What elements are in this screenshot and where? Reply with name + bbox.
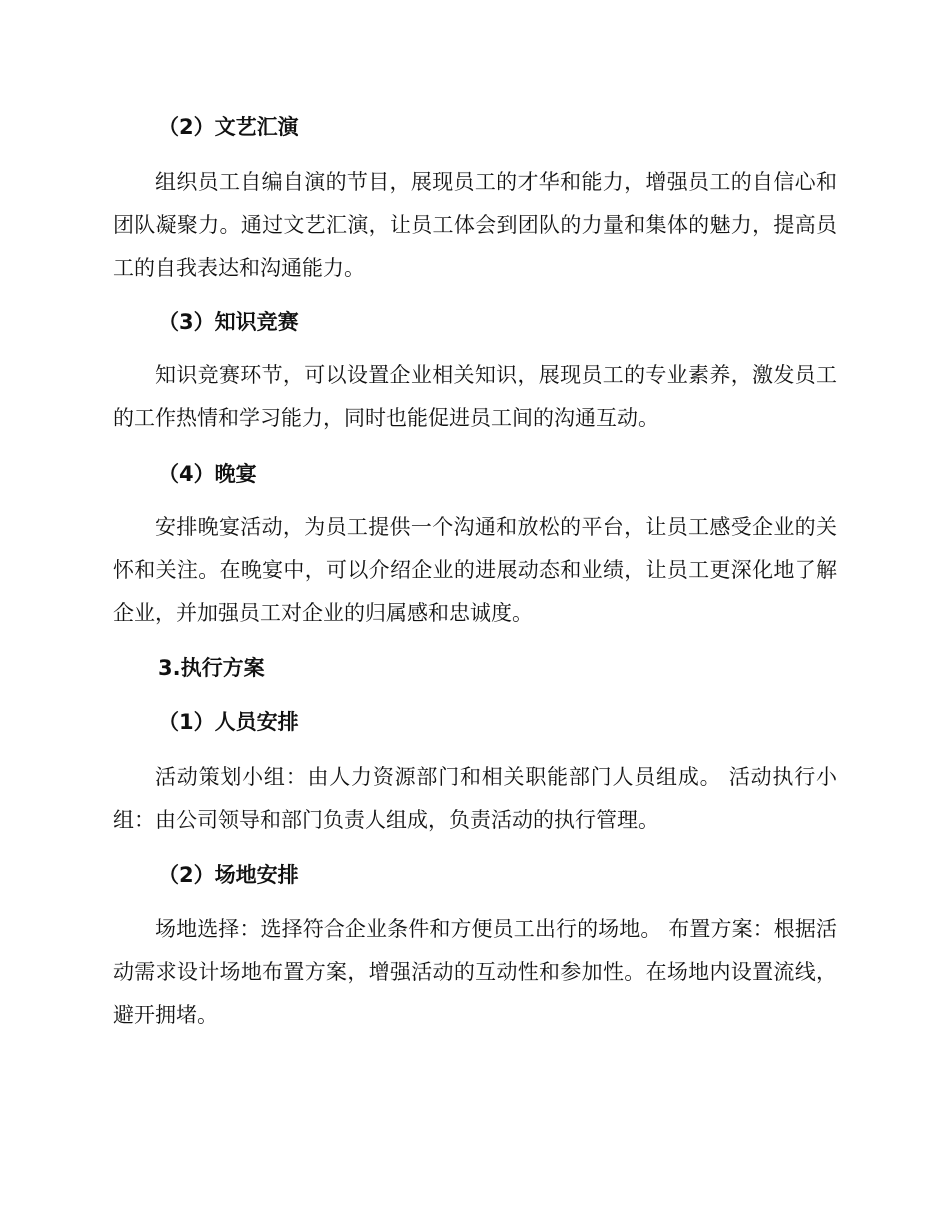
paragraph-venue: 场地选择：选择符合企业条件和方便员工出行的场地。 布置方案：根据活动需求设计场地布置方案，增强活动的互动性和参加性。在场地内设置流线，避开拥堵。 <box>113 917 837 1027</box>
heading-execution-plan: 3.执行方案 <box>158 656 265 680</box>
paragraph-variety-show: 组织员工自编自演的节目，展现员工的才华和能力，增强员工的自信心和团队凝聚力。通过文艺汇演，让员工体会到团队的力量和集体的魅力，提高员工的自我表达和沟通能力。 <box>113 170 837 280</box>
heading-variety-show: （2）文艺汇演 <box>158 115 299 139</box>
paragraph-banquet: 安排晚宴活动，为员工提供一个沟通和放松的平台，让员工感受企业的关怀和关注。在晚宴中，可以介绍企业的进展动态和业绩，让员工更深化地了解企业，并加强员工对企业的归属感和忠诚度。 <box>113 515 837 625</box>
heading-knowledge-contest: （3）知识竞赛 <box>158 310 299 334</box>
paragraph-staffing: 活动策划小组：由人力资源部门和相关职能部门人员组成。 活动执行小组：由公司领导和部门负责人组成，负责活动的执行管理。 <box>113 765 837 832</box>
heading-staffing: （1）人员安排 <box>158 710 299 734</box>
paragraph-knowledge-contest: 知识竞赛环节，可以设置企业相关知识，展现员工的专业素养，激发员工的工作热情和学习能力，同时也能促进员工间的沟通互动。 <box>113 363 837 430</box>
heading-banquet: （4）晚宴 <box>158 462 257 486</box>
heading-venue: （2）场地安排 <box>158 863 299 887</box>
